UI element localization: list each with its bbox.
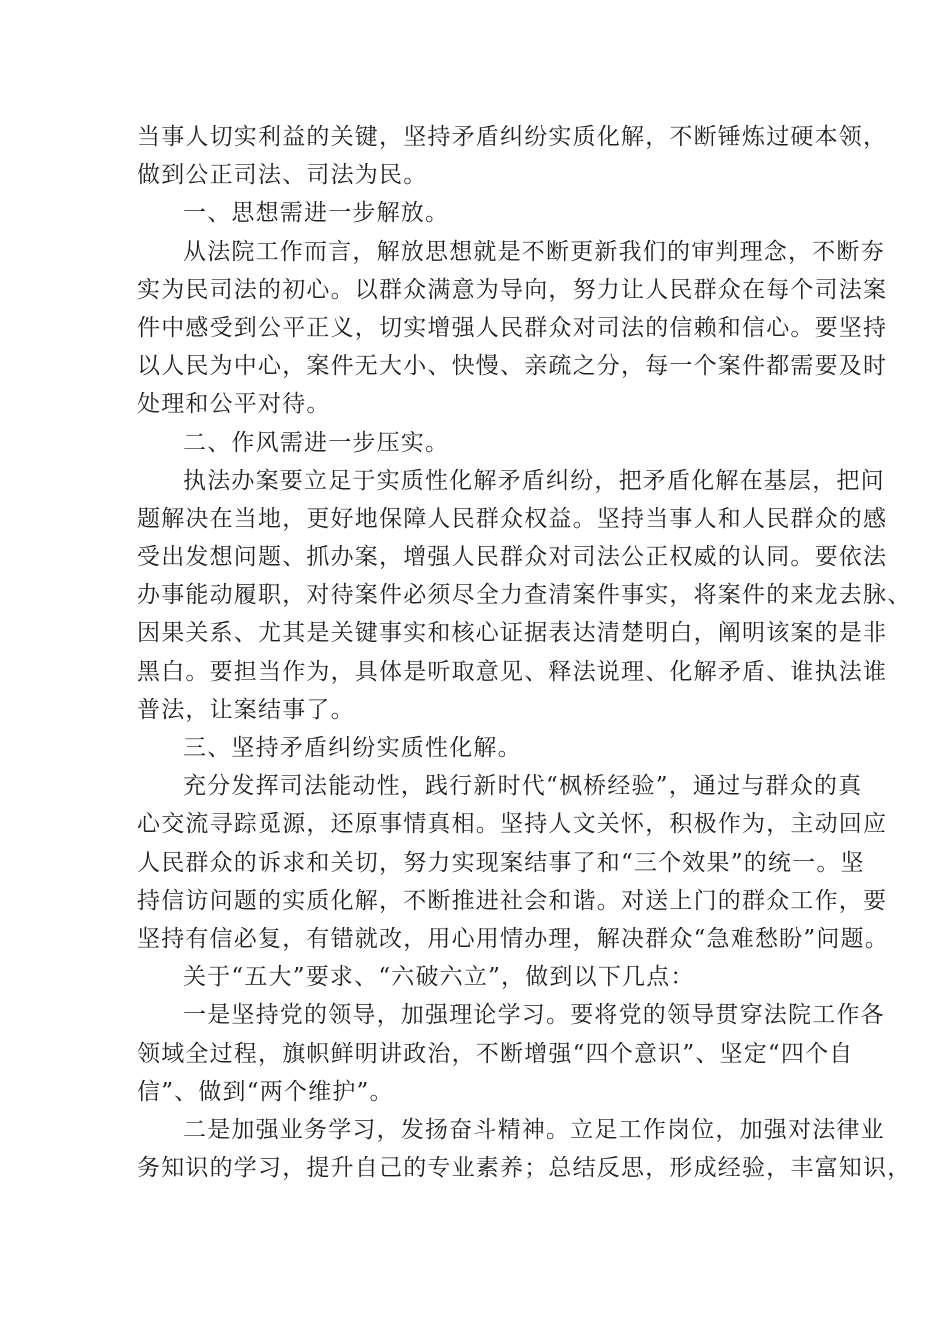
text-line: 人民群众的诉求和关切，努力实现案结事了和“三个效果”的统一。坚 [137, 849, 865, 876]
text-line: 坚持有信必复，有错就改，用心用情办理，解决群众“急难愁盼”问题。 [137, 925, 889, 952]
text-line: 务知识的学习，提升自己的专业素养；总结反思，形成经验，丰富知识， [137, 1155, 912, 1182]
section-heading: 一、思想需进一步解放。 [183, 200, 450, 227]
text-line: 题解决在当地，更好地保障人民群众权益。坚持当事人和人民群众的感 [137, 505, 888, 532]
text-line: 普法，让案结事了。 [137, 696, 355, 723]
text-line: 关于“五大”要求、“六破六立”，做到以下几点： [183, 964, 695, 991]
text-line: 执法办案要立足于实质性化解矛盾纠纷，把矛盾化解在基层，把问 [183, 467, 885, 494]
text-line: 一是坚持党的领导，加强理论学习。要将党的领导贯穿法院工作各 [183, 1002, 885, 1029]
text-line: 实为民司法的初心。以群众满意为导向，努力让人民群众在每个司法案 [137, 276, 888, 303]
body-text [137, 118, 912, 1187]
text-line: 因果关系、尤其是关键事实和核心证据表达清楚明白，阐明该案的是非 [137, 620, 888, 647]
text-line: 当事人切实利益的关键，坚持矛盾纠纷实质化解，不断锤炼过硬本领， [137, 124, 888, 150]
text-line: 从法院工作而言，解放思想就是不断更新我们的审判理念，不断夯 [183, 238, 885, 265]
text-line: 信”、做到“两个维护”。 [137, 1078, 394, 1105]
text-line: 黑白。要担当作为，具体是听取意见、释法说理、化解矛盾、谁执法谁 [137, 658, 888, 685]
section-heading: 三、坚持矛盾纠纷实质性化解。 [183, 735, 522, 761]
text-line: 处理和公平对待。 [137, 391, 331, 418]
text-line: 二是加强业务学习，发扬奋斗精神。立足工作岗位，加强对法律业 [183, 1116, 885, 1143]
text-line: 领域全过程，旗帜鲜明讲政治，不断增强“四个意识”、坚定“四个自 [137, 1040, 854, 1067]
text-line: 充分发挥司法能动性，践行新时代“枫桥经验”，通过与群众的真 [183, 773, 863, 800]
text-line: 心交流寻踪觅源，还原事情真相。坚持人文关怀，积极作为，主动回应 [137, 811, 888, 838]
text-line: 受出发想问题、抓办案，增强人民群众对司法公正权威的认同。要依法 [137, 544, 888, 571]
text-line: 以人民为中心，案件无大小、快慢、亲疏之分，每一个案件都需要及时 [137, 353, 888, 380]
text-line: 件中感受到公平正义，切实增强人民群众对司法的信赖和信心。要坚持 [137, 314, 888, 341]
text-line: 做到公正司法、司法为民。 [137, 162, 428, 189]
text-line: 办事能动履职，对待案件必须尽全力查清案件事实，将案件的来龙去脉、 [137, 582, 912, 609]
section-heading: 二、作风需进一步压实。 [183, 429, 450, 456]
text-line: 持信访问题的实质化解，不断推进社会和谐。对送上门的群众工作，要 [137, 887, 888, 914]
